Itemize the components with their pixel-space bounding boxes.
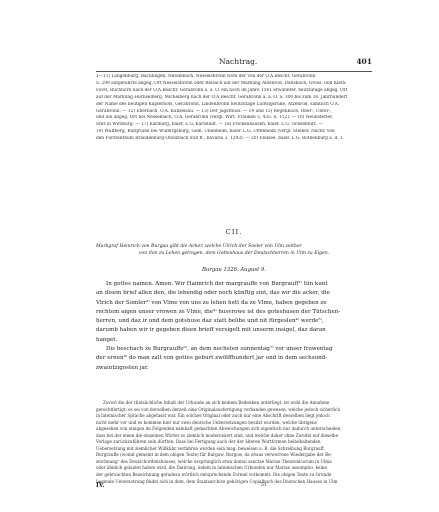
footnote-line: S. 299 aufgeführte abgeg. Ort Nesselsbronn oder Reisach auf der Markung Atzenrod, Dünsbach, Gross- und Klein- [96, 80, 347, 86]
text-line: herren, und daz ir und dem gotshuse daz statt belibe und nit fürgeslen⁴⁾ werde⁵⁾, [96, 318, 324, 325]
note-line: Burgrauffe (womit gemeint in dem obigen Texte) für Burgaw, Burgow, da etwas verworrene Wiedergabe der Be- [96, 452, 332, 458]
note-line: gerechtfertigt, es sei von derselben derzeit eine Originalausfertigung vorhanden gewesen, welche jedoch sicherlich [96, 406, 341, 412]
footnotes-block [96, 74, 372, 143]
note-line: abgesehen von einigen im Folgenden namhaft gemachten Abweichungen sich eigentlich nur dadurch unterscheiden, [96, 426, 342, 432]
note-line: liegende Uebersetzung findet sich in dem, dem Staatsarchive gehörigen Copialbuch des Deutschen Hauses in Ulm [96, 478, 338, 484]
note-line: dass bei der einen die einzelnen Wörter so ziemlich modernisiert sind, und welche daher ohne Zweifel auf dieselbe [96, 432, 339, 438]
editorial-note [96, 400, 372, 485]
footnote-line: Stift in Wirzburg. — 17) Karlburg, baier. L.G. Karlstadt. — 18) Frickenhausen, baier. L.G. Ochsenfurt. — [96, 122, 323, 128]
footnote-line: der Name des heutigen Kupferhofs, Gerabronn, Lindenbronn heutzutage Ludwigsruhe, Atzenrod, sämtlich O.A. [96, 101, 340, 107]
charter-text [96, 280, 372, 373]
note-line: nicht mehr vor und es kommen hier nur zwei deutsche Uebersetzungen besitzt wurden, welche übrigens [96, 419, 317, 425]
volume-number: IV. [96, 482, 105, 489]
header-rule [96, 71, 372, 72]
text-line: an disem brief allen den, die lebendig oder noch künftig sint, das wir die acker, die [96, 290, 330, 297]
footnote-line: den Fürstenthum Brandenburg-Onolzbach 858 ff., Bavaria 3, 1293). — 20) Endsee, baier. L.G. Rothenburg a. d. T. [96, 136, 344, 142]
text-line: hanget. [96, 336, 118, 343]
text-line: zwaintzigosten jar. [96, 364, 149, 371]
note-line: Vorlage zurückzuführen sein dürften. Dass bei Fertigung auch der der älteren Wortformen beibehaltenden [96, 439, 321, 445]
text-line: darumb haben wir ir gegeben disen brieff versigelt mit unserm insigel, daz daran [96, 327, 326, 334]
footnote-line: 1—11) Langenburg, Bächlingen, Nesselbach, Nesselsbronn wohl der von der O.A.Beschr. Gerabronn [96, 74, 316, 79]
running-title: Nachtrag. [219, 57, 258, 66]
note-line: der gebrauchten Bezeichnung geradezu wörtlich entsprechende Formel vorkommt. Die obigen Texte zu Grunde [96, 472, 332, 478]
footnote-line: Forst, Buchhorn nach der O.A.Beschr. Gerabronn a. a. O. ein noch im Jahre 1561 erwähnter, heutzutage abgeg. Ort [96, 87, 348, 93]
note-line: in lateinischer Sprache abgefasst war. Ein solches Original oder auch nur eine Abschrift desselben liegt jedoch [96, 413, 330, 419]
footnote-line: Gerabronn. — 12) Eberbach, O.A. Künzelsau. — 13) Der Jagstfluss. — 14 und 15) Regenbach, Ober-, Unter-, [96, 108, 332, 114]
text-line: rechtem aigen unser vrowen ze Vlme, die³⁾ husvrowe ist des goteshusen der Tütschen- [96, 308, 341, 315]
text-line: In gottes namen. Amen. Wir Haimrich der margrauffe von Burgrauff¹⁾ tün kunt [106, 281, 328, 287]
regest-summary [96, 243, 372, 257]
note-line: Zuvorl die der thatsächliche Inhalt der Urkunde an sich keinem Bedenken unterliegt, ist wohl die Annahme [103, 400, 330, 405]
running-header [96, 57, 372, 71]
text-line: der ernen⁸⁾ do man zalt von gottes geburt zwölffhundert jar und in dem sechsund- [96, 355, 328, 362]
section-number: CII. [225, 228, 243, 236]
date-line: Burgau 1326. August 9. [202, 267, 266, 273]
regest-line: von ihm zu Lehen getragen, dem Gotteshaus der Deutschherren in Ulm zu Eigen. [138, 251, 330, 256]
note-line: oder ähnlich gelautet haben wird, die Datirung, indem in lateinischen Urkunden nur Mariae assumptio, keine [96, 465, 327, 471]
regest-line: Markgraf Heinrich von Burgau gibt die Äcker, welche Ulrich der Soeler von Ulm seither [96, 244, 302, 249]
page-number: 401 [356, 57, 372, 66]
footnote-line: 19) Wülfberg, Burgruine bei Wülfergsburg, Gem. Uhenheim, baier. L.G. Uffenheim (vergl. Stieber, Nachr. von [96, 129, 335, 135]
text-line: Dis beschach ze Burgrauffe⁶⁾, an dem nechsten sunnentag⁷⁾ vor unser frowentag [106, 346, 333, 353]
sheet-signature: 51 [261, 483, 267, 488]
text-line: Vlrich der Somler²⁾ von Vlme von uns ze lehen hett da ze Vlme, haben gegeben ze [96, 299, 327, 306]
note-line: zeichnung¹ des Deutschordenshauses, welche ursprünglich etwa domui sanctae Mariae Theutonicorum in Ulma [96, 458, 332, 464]
note-line: Uebersetzung mit ziemlicher Willkühr verfahren worden sein mag, beweisen u. B. die Schreibung Burgrauff, [96, 445, 325, 451]
footnote-line: und ein abgeg. Ort bei Nesselbach, O.A. Gerabronn (vergl. Wirt. Franken 5, 433. 6, 112). — 16) Neunstetter, [96, 115, 334, 121]
page-footer [96, 482, 372, 492]
footnote-line: auf der Markung Hürnselberg, Michelberg nach der O.A.Beschr. Gerabronn a. a. O. S. 300 bis zum 16. Jahrhundert [96, 94, 348, 100]
